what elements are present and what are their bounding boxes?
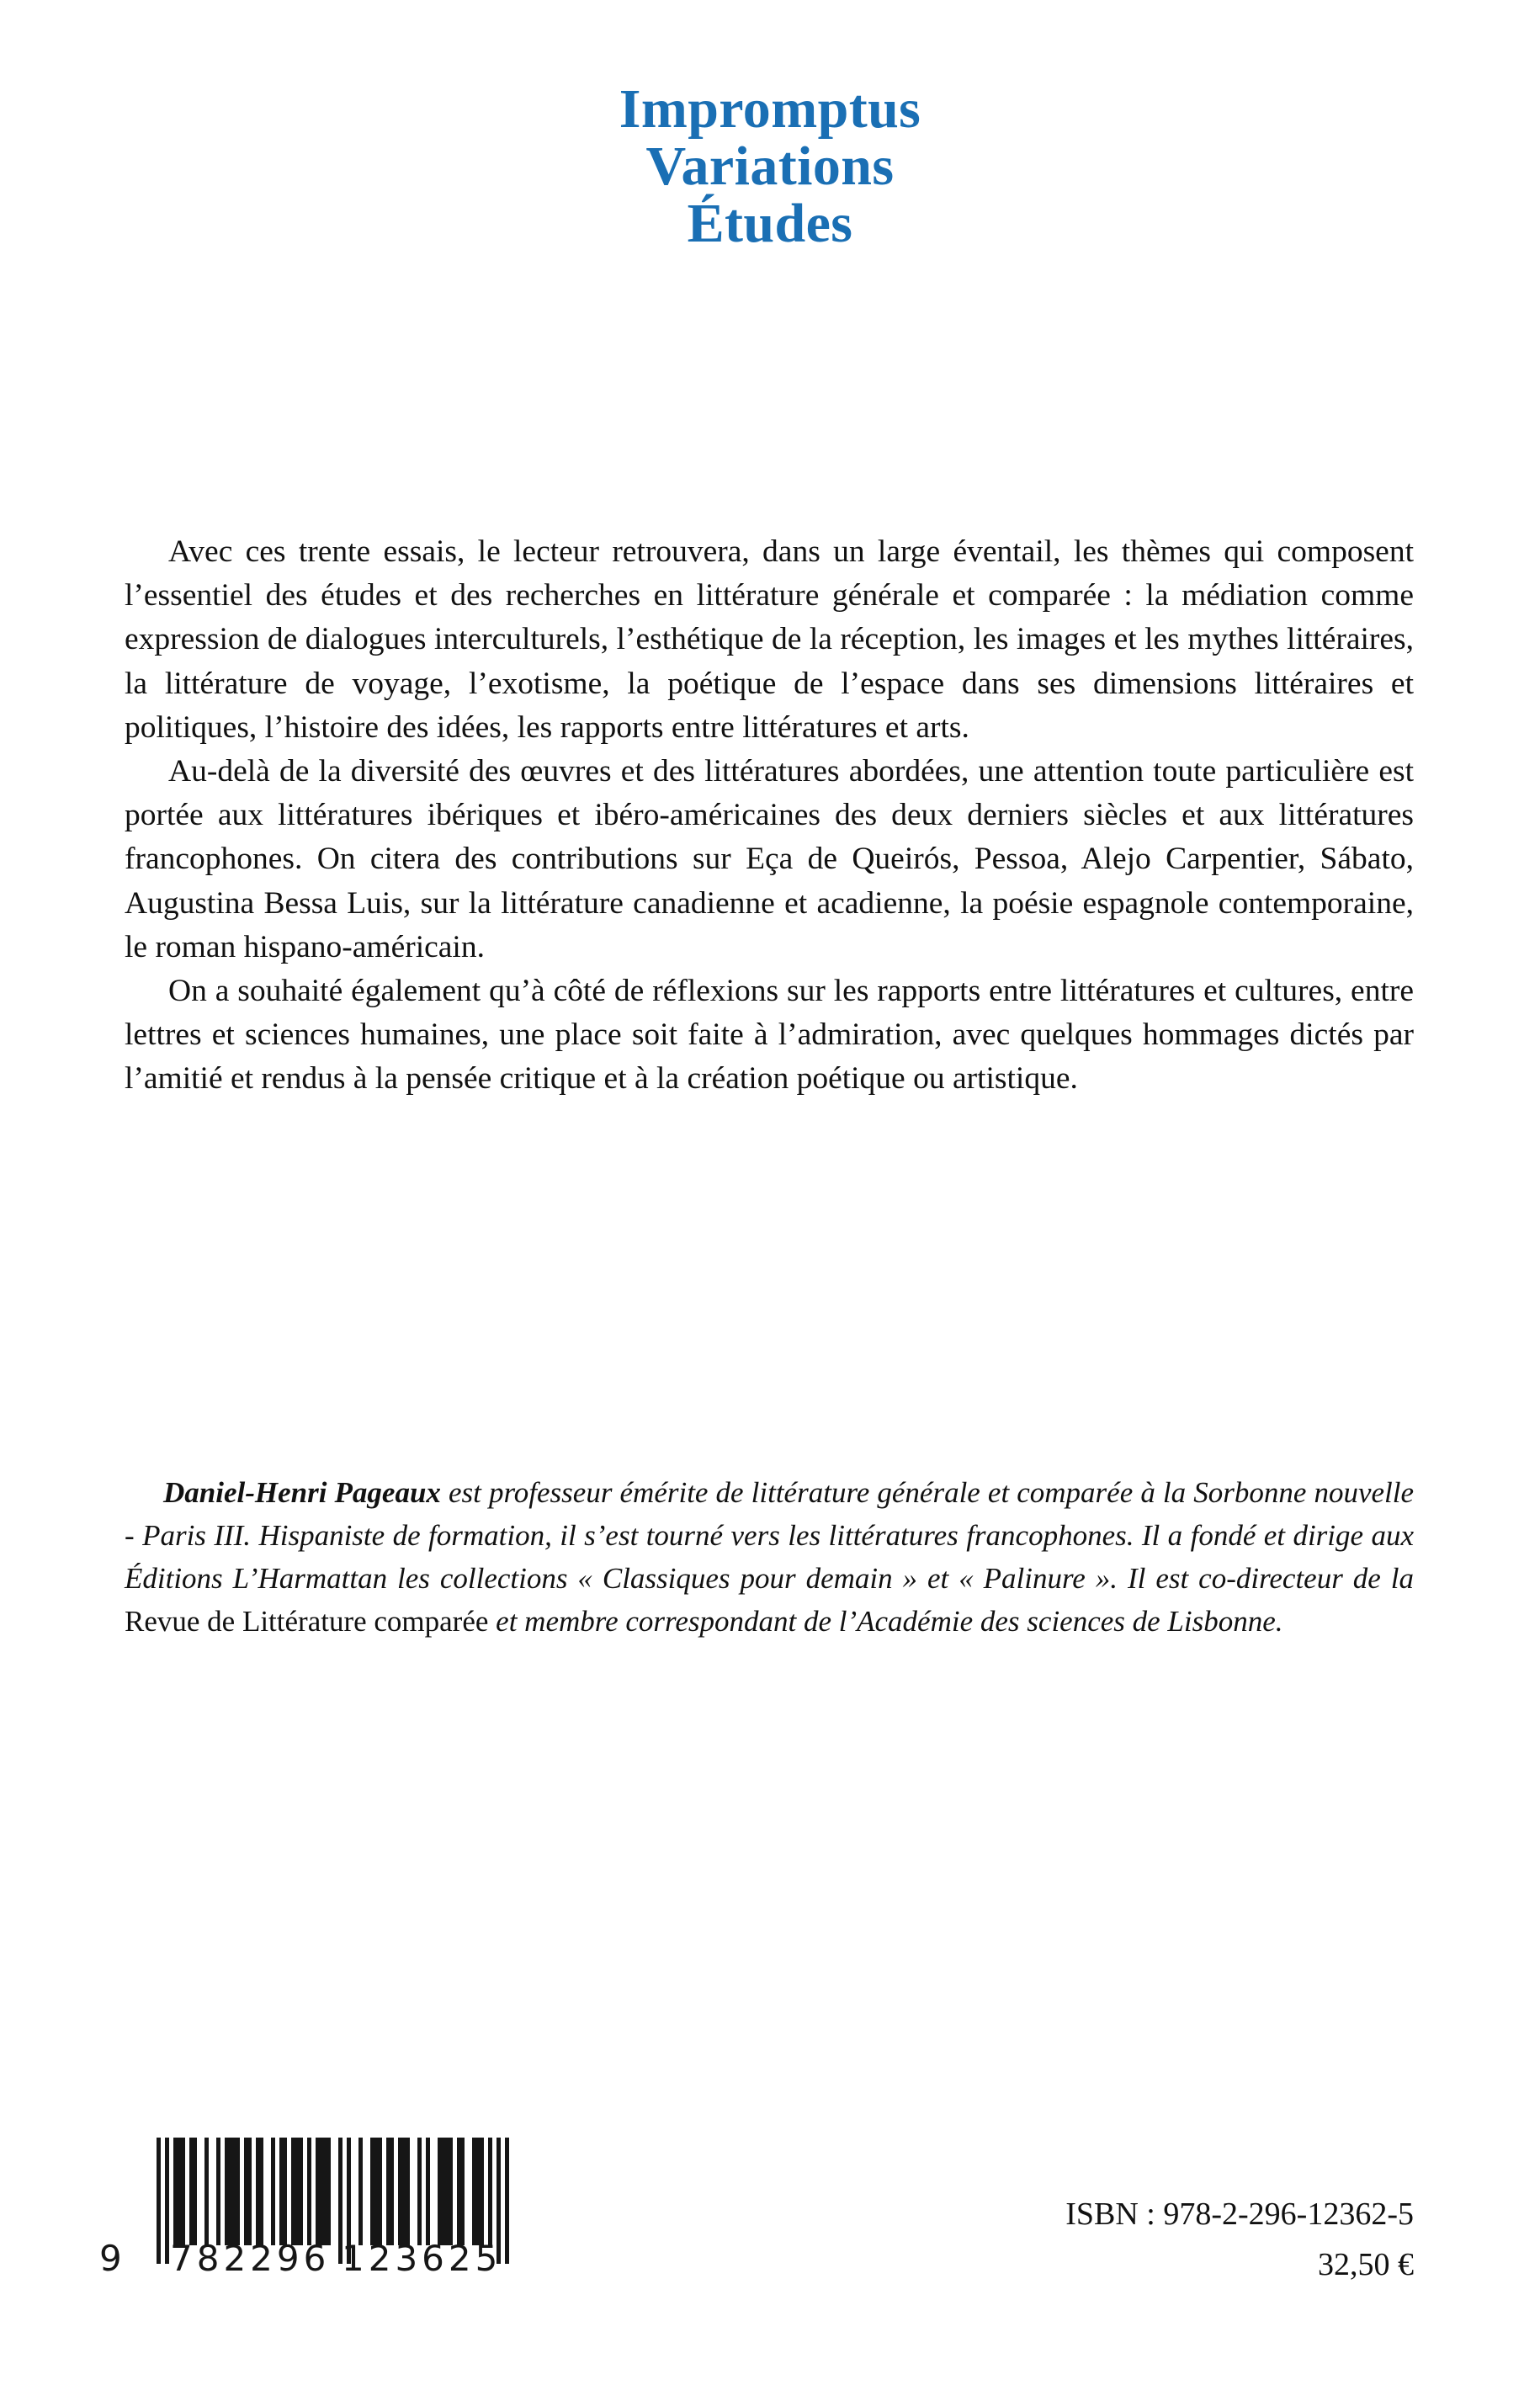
- bio-text-part-1: est professeur émérite de littérature générale et comparée à la Sorbonne nouvelle - Paris III. Hispaniste de formation, il s’est tourné vers les littératures francophones. Il a fondé et dirige aux Éditions L’Harmattan les collections « Classiques pour demain » et « Palinure ». Il est co-directeur de la: [125, 1476, 1414, 1595]
- title-line-1: Impromptus: [619, 78, 921, 140]
- ean13-barcode: [99, 2138, 527, 2297]
- author-name: Daniel-Henri Pageaux: [163, 1476, 441, 1509]
- journal-title: Revue de Littérature comparée: [125, 1605, 489, 1638]
- barcode-lead-digit: 9: [99, 2238, 123, 2279]
- blurb-paragraph-1: Avec ces trente essais, le lecteur retrouvera, dans un large éventail, les thèmes qui composent l’essentiel des études et des recherches en littérature générale et comparée : la médiation comme expression de dialogues interculturels, l’esthétique de la réception, les images et les mythes littéraires, la littérature de voyage, l’exotisme, la poétique de l’espace dans ses dimensions littéraires et politiques, l’histoire des idées, les rapports entre littératures et arts.: [125, 534, 1414, 745]
- blurb-paragraph-2: Au-delà de la diversité des œuvres et des littératures abordées, une attention toute particulière est portée aux littératures ibériques et ibéro-américaines des deux derniers siècles et aux littératures francophones. On citera des contributions sur Eça de Queirós, Pessoa, Alejo Carpentier, Sábato, Augustina Bessa Luis, sur la littérature canadienne et acadienne, la poésie espagnole contemporaine, le roman hispano-américain.: [125, 754, 1414, 964]
- barcode-digits: [96, 2239, 534, 2279]
- author-biography: [125, 1471, 1414, 1643]
- bio-text-part-2: et membre correspondant de l’Académie des sciences de Lisbonne.: [488, 1605, 1283, 1638]
- isbn-price-block: [825, 2188, 1414, 2289]
- barcode-right-group: 123625: [342, 2238, 502, 2279]
- cover-title: [0, 78, 1540, 254]
- blurb-paragraph-3: On a souhaité également qu’à côté de réflexions sur les rapports entre littératures et cultures, entre lettres et sciences humaines, une place soit faite à l’admiration, avec quelques hommages dictés par l’amitié et rendus à la pensée critique et à la création poétique ou artistique.: [125, 974, 1414, 1097]
- barcode-left-group: 782296: [170, 2238, 331, 2279]
- title-line-2: Variations: [645, 135, 895, 197]
- title-line-3: Études: [687, 192, 853, 254]
- blurb-text: [125, 530, 1414, 1102]
- author-bio-paragraph: [125, 1471, 1414, 1643]
- price-text: 32,50 €: [1318, 2247, 1414, 2282]
- isbn-text: ISBN : 978-2-296-12362-5: [1065, 2196, 1414, 2232]
